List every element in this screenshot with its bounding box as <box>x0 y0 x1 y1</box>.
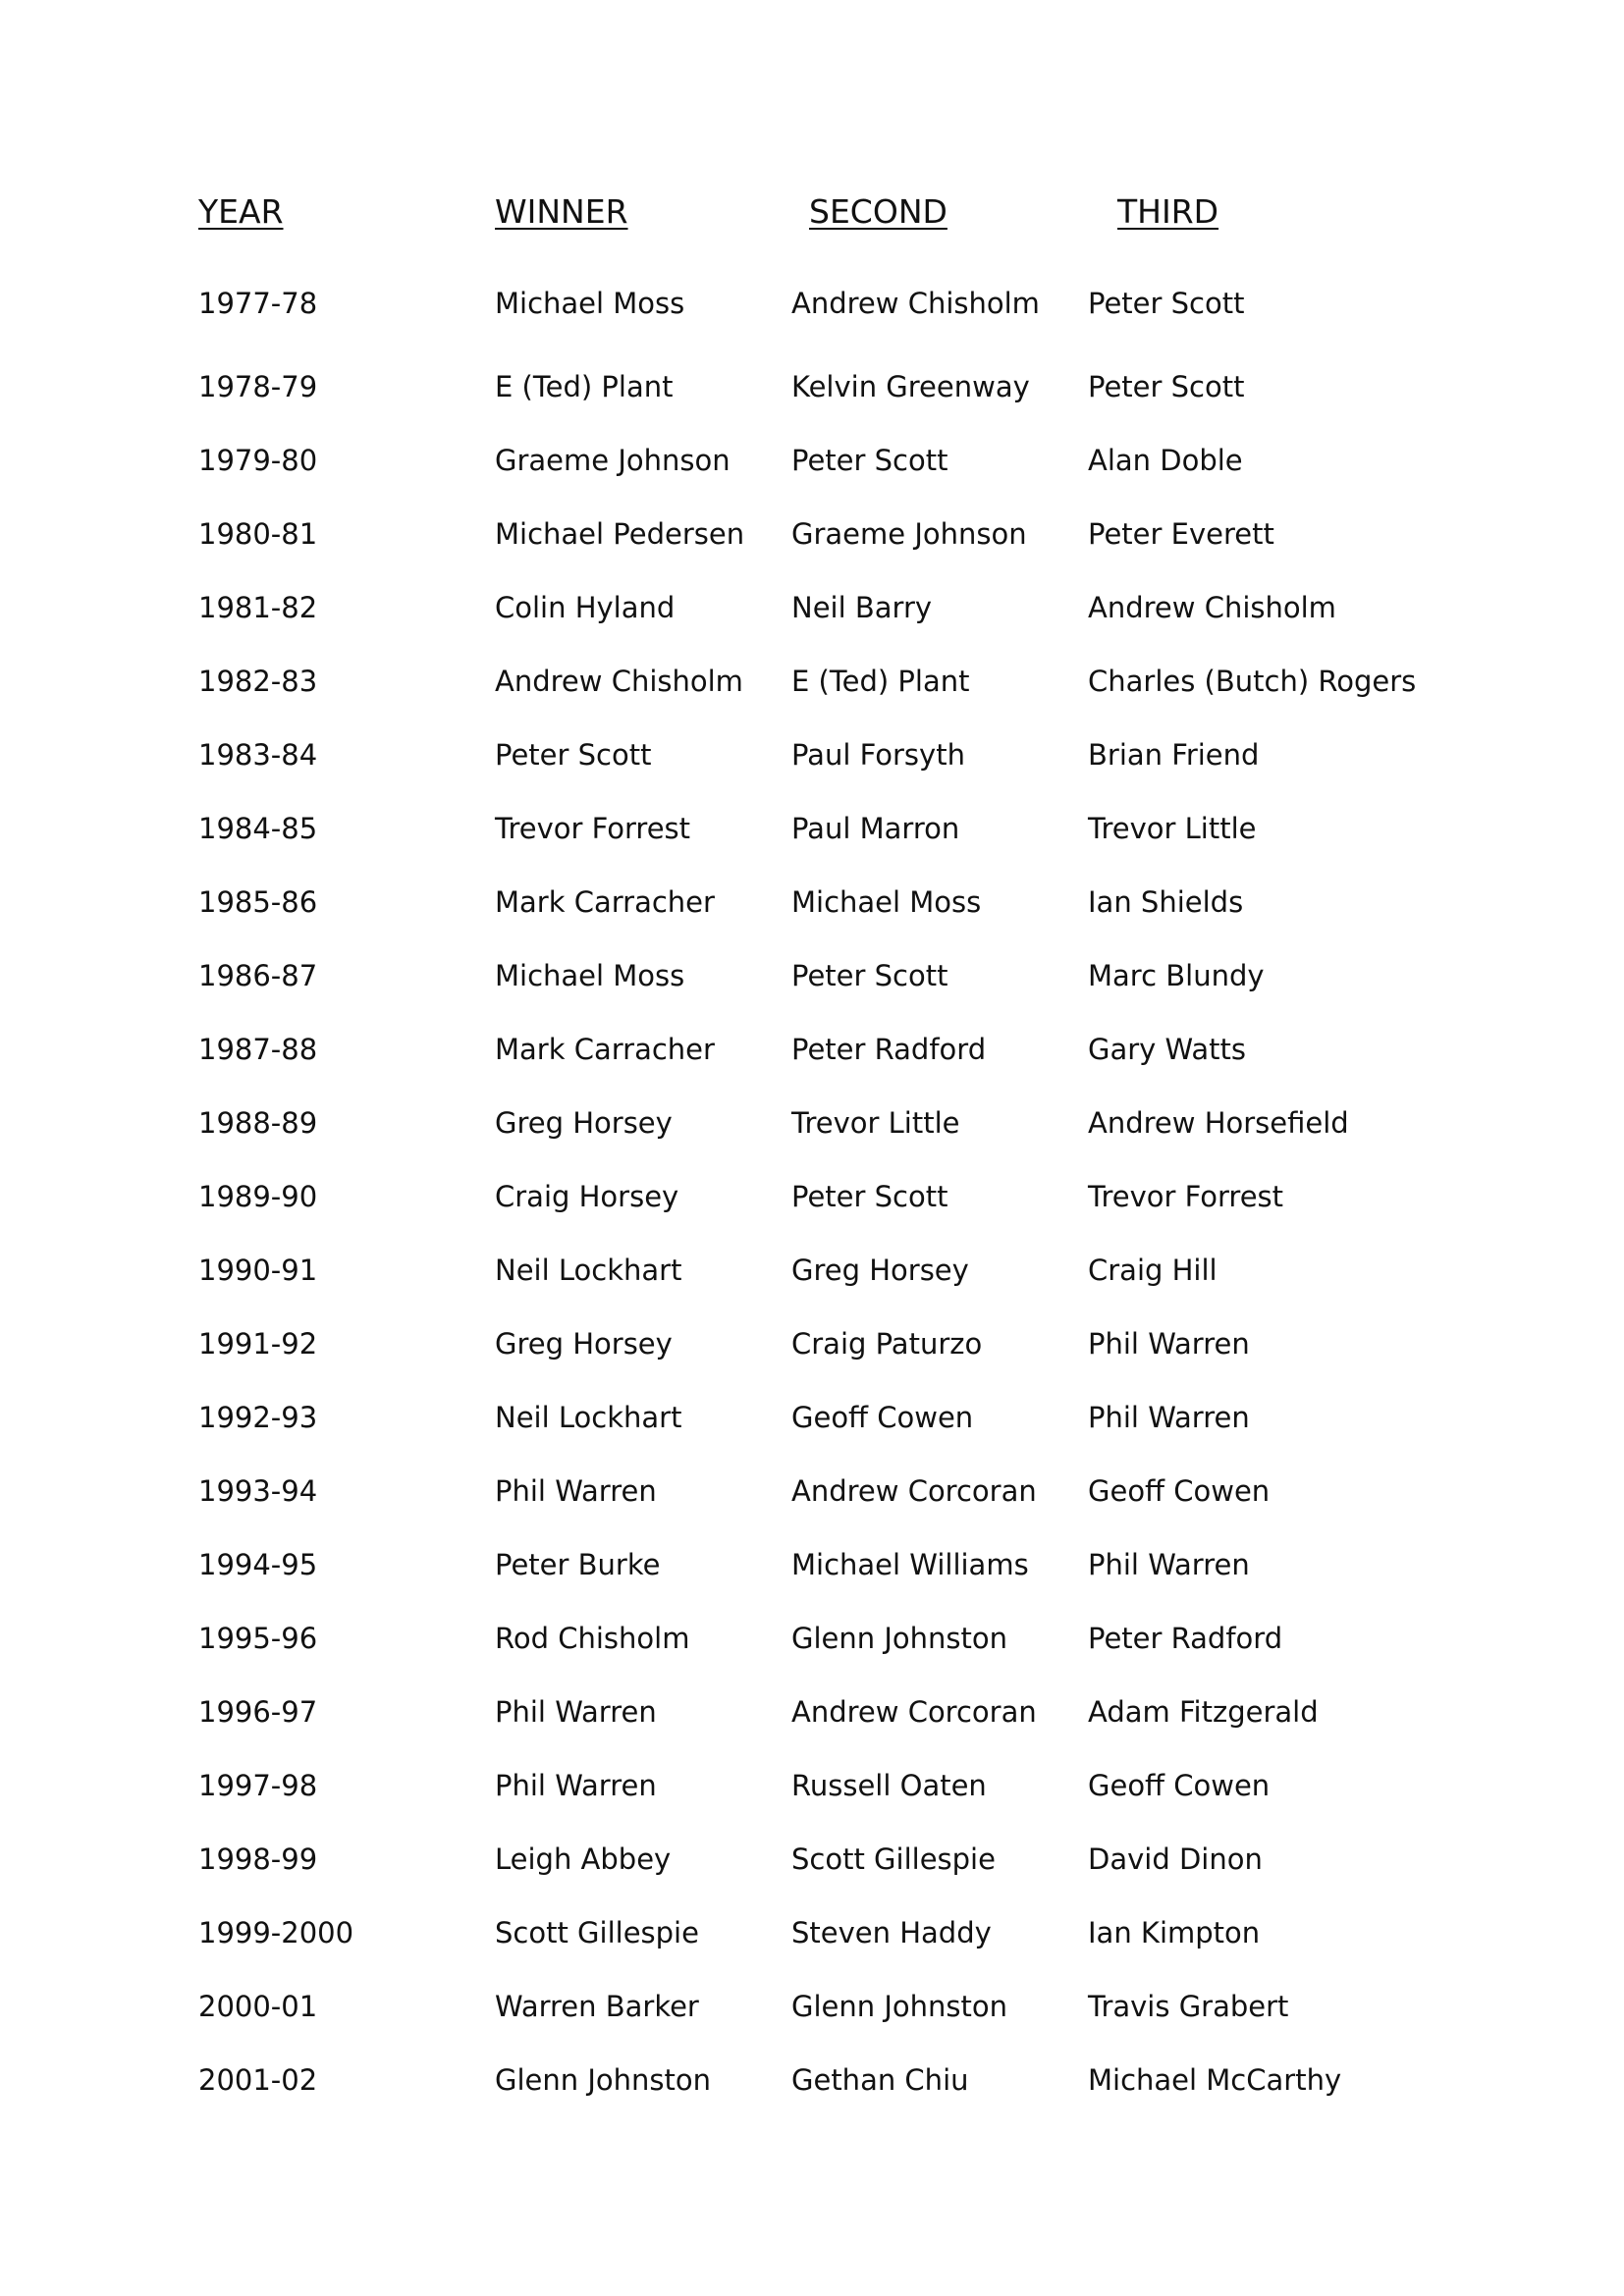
table-row <box>198 1675 1481 1748</box>
second-cell: Neil Barry <box>791 590 933 624</box>
table-row <box>198 349 1481 423</box>
winner-cell: Phil Warren <box>495 1768 657 1802</box>
table-row <box>198 1527 1481 1601</box>
year-cell: 1978-79 <box>198 369 318 403</box>
year-cell: 1993-94 <box>198 1473 318 1508</box>
third-cell: Ian Kimpton <box>1088 1915 1261 1949</box>
winner-cell: Rod Chisholm <box>495 1621 690 1655</box>
third-cell: Phil Warren <box>1088 1326 1250 1361</box>
winner-cell: Scott Gillespie <box>495 1915 699 1949</box>
table-row <box>198 423 1481 497</box>
table-row <box>198 251 1481 349</box>
year-cell: 1997-98 <box>198 1768 318 1802</box>
year-cell: 1981-82 <box>198 590 318 624</box>
third-cell: Ian Shields <box>1088 884 1244 919</box>
second-cell: Greg Horsey <box>791 1253 969 1287</box>
table-row <box>198 1012 1481 1086</box>
second-cell: Trevor Little <box>791 1105 960 1140</box>
winner-cell: Warren Barker <box>495 1989 699 2023</box>
third-cell: Michael McCarthy <box>1088 2062 1342 2097</box>
winner-cell: Michael Pedersen <box>495 516 745 551</box>
winner-cell: Mark Carracher <box>495 1032 715 1066</box>
winner-cell: Glenn Johnston <box>495 2062 712 2097</box>
year-cell: 1988-89 <box>198 1105 318 1140</box>
third-cell: Alan Doble <box>1088 443 1243 477</box>
table-row <box>198 1896 1481 1969</box>
second-cell: Graeme Johnson <box>791 516 1027 551</box>
year-cell: 1989-90 <box>198 1179 318 1213</box>
winner-cell: Peter Scott <box>495 737 652 772</box>
third-cell: Geoff Cowen <box>1088 1768 1271 1802</box>
header-third: THIRD <box>1117 192 1219 231</box>
second-cell: Peter Scott <box>791 958 948 992</box>
header-year: YEAR <box>198 192 284 231</box>
second-cell: Michael Moss <box>791 884 982 919</box>
year-cell: 1992-93 <box>198 1400 318 1434</box>
winner-cell: Greg Horsey <box>495 1105 673 1140</box>
table-row <box>198 1822 1481 1896</box>
third-cell: Charles (Butch) Rogers <box>1088 664 1417 698</box>
table-row <box>198 1601 1481 1675</box>
year-cell: 1994-95 <box>198 1547 318 1581</box>
third-cell: Marc Blundy <box>1088 958 1265 992</box>
table-row <box>198 1307 1481 1380</box>
second-cell: Andrew Corcoran <box>791 1694 1037 1729</box>
year-cell: 1982-83 <box>198 664 318 698</box>
second-cell: Glenn Johnston <box>791 1621 1008 1655</box>
third-cell: Geoff Cowen <box>1088 1473 1271 1508</box>
winner-cell: Mark Carracher <box>495 884 715 919</box>
second-cell: Peter Scott <box>791 443 948 477</box>
winner-cell: Graeme Johnson <box>495 443 731 477</box>
second-cell: Andrew Chisholm <box>791 286 1040 320</box>
winner-cell: Michael Moss <box>495 958 685 992</box>
second-cell: E (Ted) Plant <box>791 664 970 698</box>
year-cell: 1987-88 <box>198 1032 318 1066</box>
third-cell: Peter Everett <box>1088 516 1274 551</box>
year-cell: 1991-92 <box>198 1326 318 1361</box>
third-cell: Phil Warren <box>1088 1400 1250 1434</box>
year-cell: 1990-91 <box>198 1253 318 1287</box>
second-cell: Scott Gillespie <box>791 1842 996 1876</box>
results-table <box>198 192 1481 2116</box>
year-cell: 2001-02 <box>198 2062 318 2097</box>
table-row <box>198 644 1481 718</box>
winner-cell: Trevor Forrest <box>495 811 691 845</box>
second-cell: Russell Oaten <box>791 1768 987 1802</box>
year-cell: 1999-2000 <box>198 1915 354 1949</box>
second-cell: Paul Marron <box>791 811 960 845</box>
third-cell: Travis Grabert <box>1088 1989 1289 2023</box>
third-cell: Craig Hill <box>1088 1253 1218 1287</box>
winner-cell: Michael Moss <box>495 286 685 320</box>
year-cell: 1983-84 <box>198 737 318 772</box>
winner-cell: Phil Warren <box>495 1694 657 1729</box>
second-cell: Michael Williams <box>791 1547 1029 1581</box>
winner-cell: Colin Hyland <box>495 590 676 624</box>
table-row <box>198 1086 1481 1159</box>
year-cell: 1979-80 <box>198 443 318 477</box>
table-row <box>198 1233 1481 1307</box>
second-cell: Kelvin Greenway <box>791 369 1030 403</box>
year-cell: 2000-01 <box>198 1989 318 2023</box>
table-row <box>198 1454 1481 1527</box>
second-cell: Peter Scott <box>791 1179 948 1213</box>
table-row <box>198 570 1481 644</box>
third-cell: Brian Friend <box>1088 737 1260 772</box>
third-cell: Peter Radford <box>1088 1621 1283 1655</box>
table-row <box>198 865 1481 938</box>
winner-cell: Neil Lockhart <box>495 1253 682 1287</box>
table-row <box>198 497 1481 570</box>
year-cell: 1986-87 <box>198 958 318 992</box>
second-cell: Paul Forsyth <box>791 737 965 772</box>
year-cell: 1995-96 <box>198 1621 318 1655</box>
winner-cell: E (Ted) Plant <box>495 369 674 403</box>
table-row <box>198 2043 1481 2116</box>
table-row <box>198 791 1481 865</box>
second-cell: Andrew Corcoran <box>791 1473 1037 1508</box>
third-cell: Phil Warren <box>1088 1547 1250 1581</box>
header-winner: WINNER <box>495 192 628 231</box>
third-cell: Andrew Chisholm <box>1088 590 1336 624</box>
table-row <box>198 1159 1481 1233</box>
winner-cell: Phil Warren <box>495 1473 657 1508</box>
second-cell: Craig Paturzo <box>791 1326 983 1361</box>
winner-cell: Greg Horsey <box>495 1326 673 1361</box>
second-cell: Glenn Johnston <box>791 1989 1008 2023</box>
third-cell: Andrew Horsefield <box>1088 1105 1349 1140</box>
header-second: SECOND <box>809 192 947 231</box>
year-cell: 1998-99 <box>198 1842 318 1876</box>
second-cell: Geoff Cowen <box>791 1400 974 1434</box>
winner-cell: Peter Burke <box>495 1547 661 1581</box>
third-cell: Peter Scott <box>1088 286 1245 320</box>
third-cell: Trevor Little <box>1088 811 1257 845</box>
third-cell: Peter Scott <box>1088 369 1245 403</box>
third-cell: Adam Fitzgerald <box>1088 1694 1319 1729</box>
second-cell: Gethan Chiu <box>791 2062 969 2097</box>
second-cell: Steven Haddy <box>791 1915 992 1949</box>
year-cell: 1977-78 <box>198 286 318 320</box>
third-cell: David Dinon <box>1088 1842 1263 1876</box>
third-cell: Gary Watts <box>1088 1032 1246 1066</box>
winner-cell: Craig Horsey <box>495 1179 679 1213</box>
second-cell: Peter Radford <box>791 1032 987 1066</box>
year-cell: 1984-85 <box>198 811 318 845</box>
third-cell: Trevor Forrest <box>1088 1179 1284 1213</box>
table-row <box>198 1969 1481 2043</box>
results-body <box>198 251 1481 2116</box>
year-cell: 1985-86 <box>198 884 318 919</box>
table-row <box>198 1380 1481 1454</box>
header-row <box>198 192 1481 251</box>
winner-cell: Andrew Chisholm <box>495 664 743 698</box>
year-cell: 1996-97 <box>198 1694 318 1729</box>
table-row <box>198 1748 1481 1822</box>
table-row <box>198 718 1481 791</box>
winner-cell: Leigh Abbey <box>495 1842 672 1876</box>
year-cell: 1980-81 <box>198 516 318 551</box>
table-row <box>198 938 1481 1012</box>
winner-cell: Neil Lockhart <box>495 1400 682 1434</box>
